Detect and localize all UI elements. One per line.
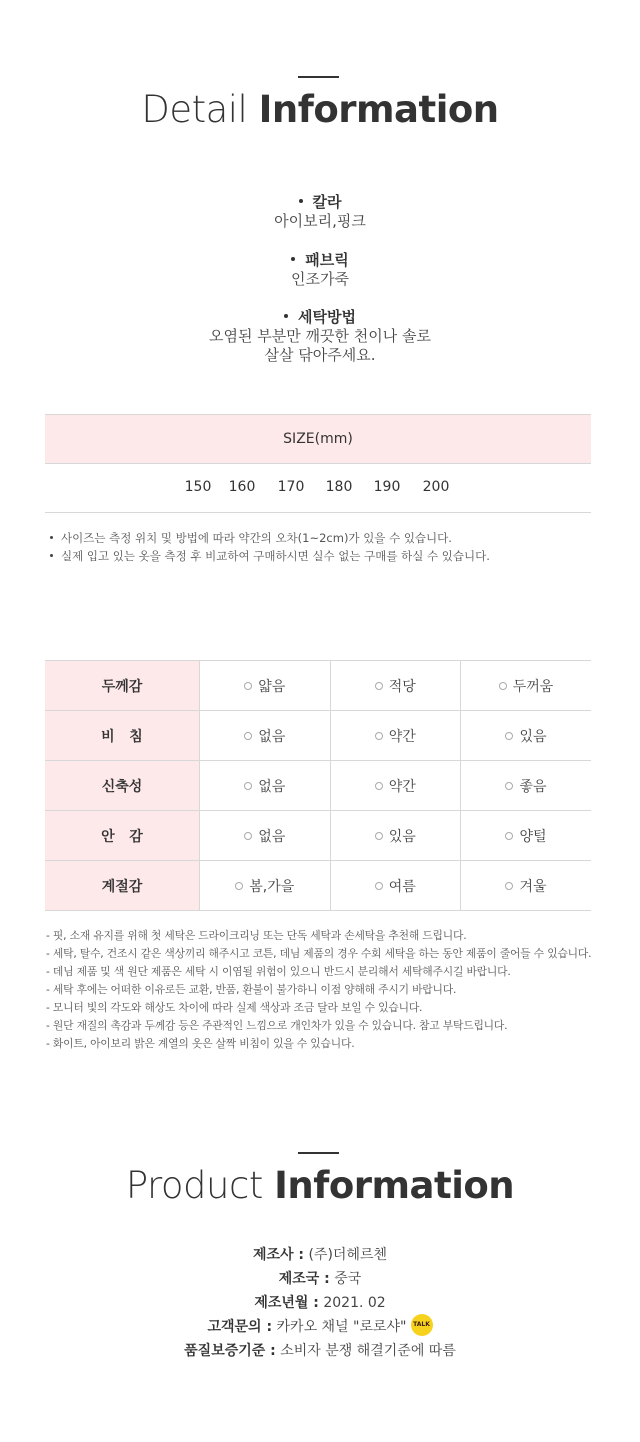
radio-circle-icon xyxy=(375,732,383,740)
product-row-country xyxy=(0,1267,640,1291)
feel-option xyxy=(200,811,331,861)
size-header: SIZE(mm) xyxy=(45,414,591,464)
feel-option xyxy=(330,661,461,711)
table-row xyxy=(45,811,591,861)
spec-label: 패브릭 xyxy=(305,251,349,269)
product-value: (주)더헤르첸 xyxy=(308,1247,388,1263)
product-row-maker xyxy=(0,1243,640,1267)
feel-option-text: 없음 xyxy=(258,828,286,845)
feel-option xyxy=(330,861,461,911)
size-note-text: 실제 입고 있는 옷을 측정 후 비교하여 구매하시면 실수 없는 구매를 하실 수 있습니다. xyxy=(61,549,490,563)
feel-option-text: 있음 xyxy=(519,728,547,745)
heading-rule-top xyxy=(298,76,339,78)
product-row-contact xyxy=(0,1315,640,1339)
radio-circle-icon xyxy=(375,782,383,790)
product-value: 소비자 분쟁 해결기준에 따름 xyxy=(280,1343,456,1359)
feel-option-text: 약간 xyxy=(388,728,416,745)
size-value: 170 xyxy=(277,479,305,495)
product-value: 중국 xyxy=(334,1271,362,1287)
bullet-icon xyxy=(291,257,295,261)
feel-label: 신축성 xyxy=(45,761,200,811)
size-value: 180 xyxy=(325,479,353,495)
radio-circle-icon xyxy=(505,782,513,790)
care-note: - 화이트, 아이보리 밝은 계열의 옷은 살짝 비침이 있을 수 있습니다. xyxy=(46,1037,355,1050)
spec-value: 인조가죽 xyxy=(291,270,349,288)
radio-circle-icon xyxy=(505,832,513,840)
radio-circle-icon xyxy=(505,882,513,890)
feel-option xyxy=(461,711,592,761)
spec-label: 세탁방법 xyxy=(298,308,356,326)
size-note xyxy=(50,529,452,547)
table-row xyxy=(45,861,591,911)
radio-circle-icon xyxy=(244,732,252,740)
table-row xyxy=(45,711,591,761)
feel-option-text: 없음 xyxy=(258,728,286,745)
feel-label: 안 감 xyxy=(45,811,200,861)
care-note: - 데님 제품 및 색 원단 제품은 세탁 시 이염될 위험이 있으니 반드시 분리해서 세탁해주시길 바랍니다. xyxy=(46,965,511,978)
feel-option xyxy=(200,761,331,811)
care-note: - 세탁 후에는 어떠한 이유로든 교환, 반품, 환불이 불가하니 이점 양해해 주시기 바랍니다. xyxy=(46,983,457,996)
detail-information-title xyxy=(0,88,640,131)
care-note: - 모니터 빛의 각도와 해상도 차이에 따라 실제 색상과 조금 달라 보일 수 있습니다. xyxy=(46,1001,423,1014)
product-key: 제조사 : xyxy=(252,1247,305,1263)
spec-value-line-2: 살살 닦아주세요. xyxy=(264,346,376,364)
size-value: 150 xyxy=(184,479,212,495)
bullet-icon xyxy=(299,199,303,203)
product-key: 제조국 : xyxy=(278,1271,330,1287)
feel-option-text: 여름 xyxy=(388,878,416,895)
feel-label: 비 침 xyxy=(45,711,200,761)
feel-option-text: 양털 xyxy=(519,828,547,845)
feel-option-text: 적당 xyxy=(388,678,416,695)
size-value: 160 xyxy=(228,479,256,495)
bullet-icon xyxy=(50,554,53,557)
size-note xyxy=(50,547,490,565)
product-information-title xyxy=(0,1164,640,1207)
size-note-text: 사이즈는 측정 위치 및 방법에 따라 약간의 오차(1~2cm)가 있을 수 있습니다. xyxy=(61,531,452,545)
product-row-warranty xyxy=(0,1339,640,1363)
feel-option xyxy=(461,861,592,911)
feel-option xyxy=(200,711,331,761)
table-row xyxy=(45,661,591,711)
radio-circle-icon xyxy=(375,832,383,840)
kakao-talk-icon[interactable]: TALK xyxy=(411,1314,433,1336)
product-key: 고객문의 : xyxy=(207,1319,273,1335)
size-values-row xyxy=(45,463,591,513)
size-value: 190 xyxy=(373,479,401,495)
radio-circle-icon xyxy=(375,682,383,690)
radio-circle-icon xyxy=(235,882,243,890)
product-title-bold: Information xyxy=(274,1164,515,1207)
table-row xyxy=(45,761,591,811)
product-value: 카카오 채널 "로로샤" xyxy=(276,1319,407,1335)
product-key: 제조년월 : xyxy=(254,1295,319,1311)
feel-option xyxy=(330,811,461,861)
spec-fabric xyxy=(0,251,640,289)
feel-label: 두께감 xyxy=(45,661,200,711)
spec-washing xyxy=(0,308,640,365)
feel-option-text: 두꺼움 xyxy=(512,678,554,695)
care-note: - 세탁, 탈수, 건조시 같은 색상끼리 해주시고 코튼, 데님 제품의 경우 수회 세탁을 하는 동안 제품이 줄어들 수 있습니다. xyxy=(46,947,592,960)
detail-title-bold: Information xyxy=(258,88,499,131)
feel-option-text: 약간 xyxy=(388,778,416,795)
radio-circle-icon xyxy=(505,732,513,740)
radio-circle-icon xyxy=(499,682,507,690)
feel-label: 계절감 xyxy=(45,861,200,911)
feel-option xyxy=(461,661,592,711)
spec-value: 아이보리,핑크 xyxy=(274,212,366,230)
heading-rule-bottom xyxy=(298,1152,339,1154)
care-note: - 원단 재질의 촉감과 두께감 등은 주관적인 느낌으로 개인차가 있을 수 있습니다. 참고 부탁드립니다. xyxy=(46,1019,508,1032)
fabric-feel-table xyxy=(45,660,591,911)
feel-option xyxy=(461,761,592,811)
radio-circle-icon xyxy=(244,782,252,790)
feel-option xyxy=(330,711,461,761)
radio-circle-icon xyxy=(244,682,252,690)
spec-color xyxy=(0,193,640,231)
feel-option xyxy=(200,661,331,711)
bullet-icon xyxy=(50,536,53,539)
feel-option xyxy=(461,811,592,861)
feel-option-text: 봄,가을 xyxy=(249,878,295,895)
size-value: 200 xyxy=(422,479,450,495)
feel-option-text: 좋음 xyxy=(519,778,547,795)
feel-option xyxy=(200,861,331,911)
product-row-date xyxy=(0,1291,640,1315)
spec-label: 칼라 xyxy=(312,193,342,211)
feel-option xyxy=(330,761,461,811)
feel-option-text: 얇음 xyxy=(258,678,286,695)
product-key: 품질보증기준 : xyxy=(184,1343,276,1359)
product-value: 2021. 02 xyxy=(323,1295,386,1311)
product-title-light: Product xyxy=(125,1164,263,1207)
radio-circle-icon xyxy=(375,882,383,890)
feel-option-text: 있음 xyxy=(388,828,416,845)
radio-circle-icon xyxy=(244,832,252,840)
feel-option-text: 겨울 xyxy=(519,878,547,895)
spec-value-line-1: 오염된 부분만 깨끗한 천이나 솔로 xyxy=(209,327,431,345)
care-note: - 핏, 소재 유지를 위해 첫 세탁은 드라이크리닝 또는 단독 세탁과 손세탁을 추천해 드립니다. xyxy=(46,929,467,942)
bullet-icon xyxy=(284,314,288,318)
feel-option-text: 없음 xyxy=(258,778,286,795)
detail-title-light: Detail xyxy=(141,88,248,131)
